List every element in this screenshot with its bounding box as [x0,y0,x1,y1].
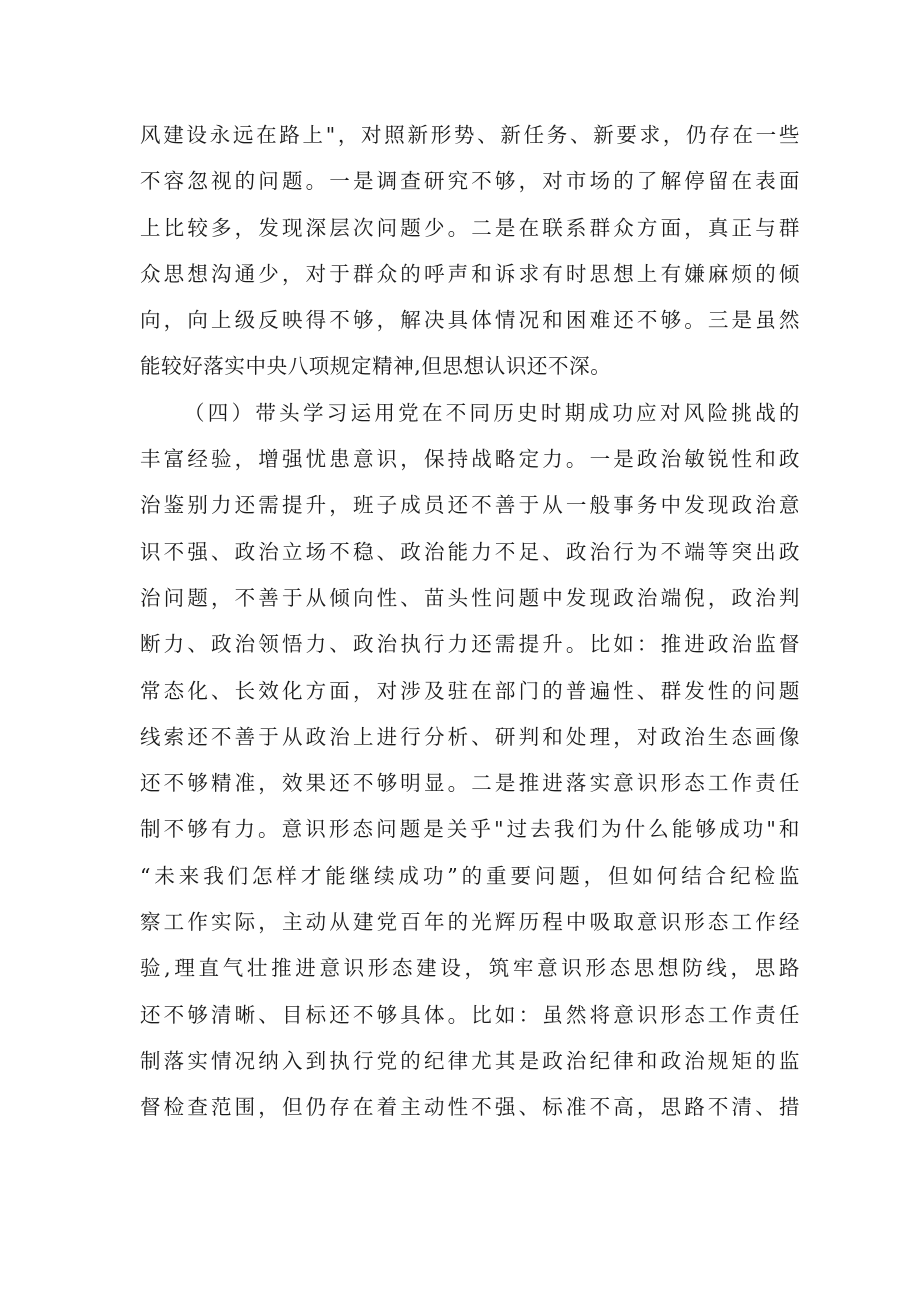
text-line: 能较好落实中央八项规定精神,但思想认识还不深。 [140,354,612,379]
text-line: 督检查范围，但仍存在着主动性不强、标准不高，思路不清、措 [140,1095,800,1120]
text-line: 制不够有力。意识形态问题是关乎"过去我们为什么能够成功"和 [140,817,800,842]
text-line: 众思想沟通少，对于群众的呼声和诉求有时思想上有嫌麻烦的倾 [140,261,800,286]
document-body [140,112,800,1131]
text-line: 常态化、长效化方面，对涉及驻在部门的普遍性、群发性的问题 [140,678,800,703]
text-line: 还不够清晰、目标还不够具体。比如：虽然将意识形态工作责任 [140,1002,800,1027]
text-line: 风建设永远在路上"，对照新形势、新任务、新要求，仍存在一些 [140,123,800,147]
text-line: 治鉴别力还需提升，班子成员还不善于从一般事务中发现政治意 [140,493,800,518]
text-line: 治问题，不善于从倾向性、苗头性问题中发现政治端倪，政治判 [140,585,800,610]
text-line: 上比较多，发现深层次问题少。二是在联系群众方面，真正与群 [140,215,800,240]
text-line: 验,理直气壮推进意识形态建设，筑牢意识形态思想防线，思路 [140,956,800,981]
text-line: 丰富经验，增强忧患意识，保持战略定力。一是政治敏锐性和政 [140,447,800,472]
text-line: 向，向上级反映得不够，解决具体情况和困难还不够。三是虽然 [140,308,800,333]
text-line: 察工作实际，主动从建党百年的光辉历程中吸取意识形态工作经 [140,910,800,935]
text-line: 制落实情况纳入到执行党的纪律尤其是政治纪律和政治规矩的监 [140,1048,800,1073]
text-line: 不容忽视的问题。一是调查研究不够，对市场的了解停留在表面 [140,169,800,194]
text-line: （四）带头学习运用党在不同历史时期成功应对风险挑战的 [184,400,800,425]
text-line: 线索还不善于从政治上进行分析、研判和处理，对政治生态画像 [140,724,800,749]
text-line: “未来我们怎样才能继续成功”的重要问题，但如何结合纪检监 [140,863,800,888]
text-line: 还不够精准，效果还不够明显。二是推进落实意识形态工作责任 [140,771,800,796]
text-line: 识不强、政治立场不稳、政治能力不足、政治行为不端等突出政 [140,539,800,564]
text-line: 断力、政治领悟力、政治执行力还需提升。比如：推进政治监督 [140,632,800,657]
